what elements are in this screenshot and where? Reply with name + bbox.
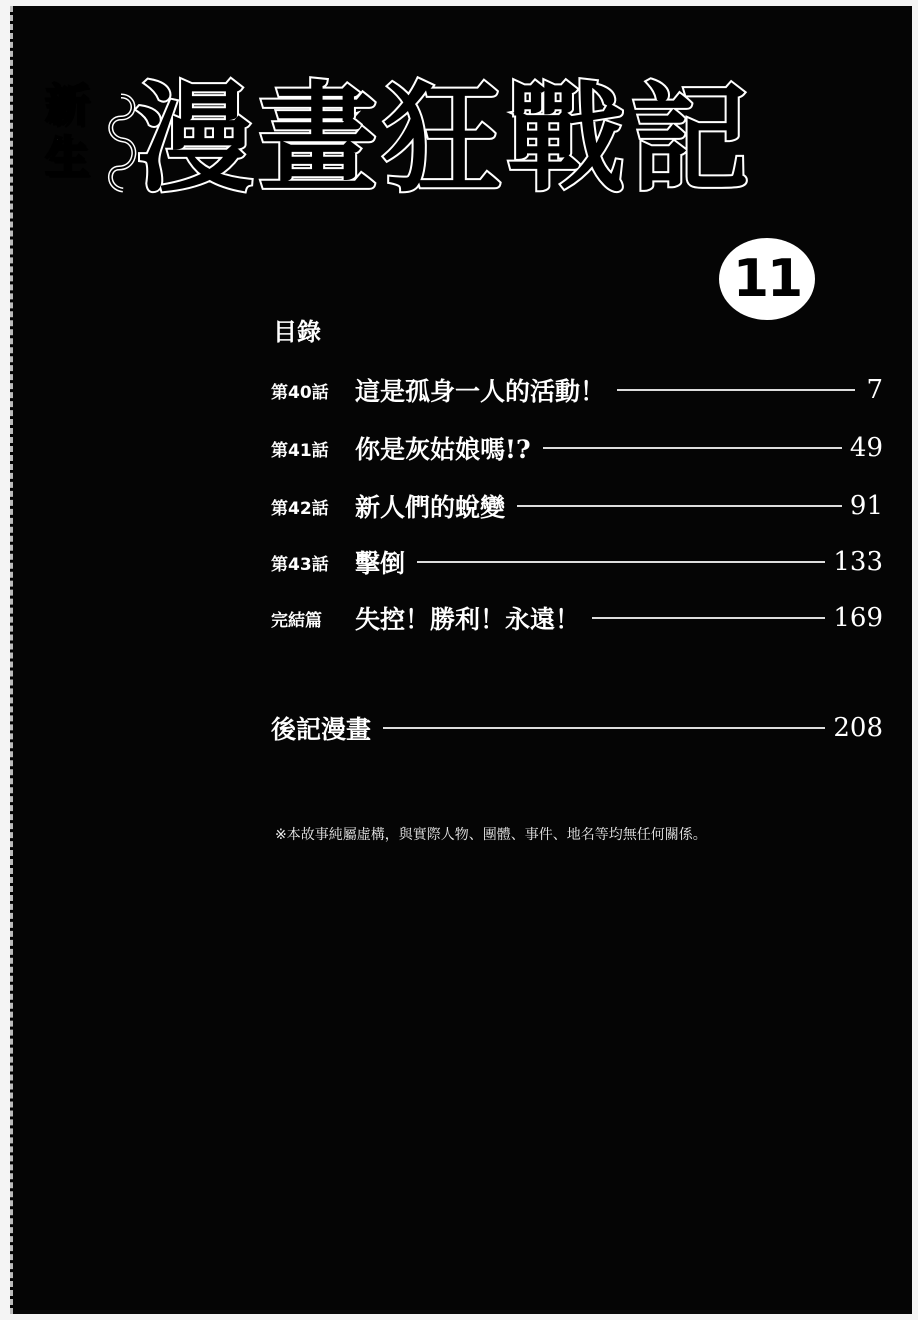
logo-prefix [45,80,105,184]
chapter-number: 完結篇 [271,610,322,631]
leader-line [383,727,825,729]
volume-badge: 11 [719,238,815,320]
page-number: 91 [849,491,883,521]
chapter-title: 擊倒 [355,549,406,578]
leader-line [592,617,825,619]
chapter-number: 第41話 [271,440,329,461]
disclaimer-note: ※本故事純屬虛構，與實際人物、團體、事件、地名等均無任何關係。 [275,827,707,843]
page-number: 208 [833,713,883,743]
leader-line [617,389,855,391]
afterword-title: 後記漫畫 [271,715,372,744]
logo-prefix-line2: 生 [45,132,89,183]
chapter-number: 第43話 [271,554,329,575]
series-logo [39,68,879,318]
chapter-title: 新人們的蛻變 [355,493,506,522]
toc-entry[interactable] [271,542,883,582]
page-number: 169 [833,603,883,633]
leader-line [417,561,825,563]
page [10,6,912,1314]
chapter-number: 第42話 [271,498,329,519]
toc-heading: 目錄 [273,318,321,346]
chapter-title: 失控！勝利！永遠！ [355,605,581,634]
toc-entry[interactable] [271,428,883,468]
toc-entry[interactable] [271,370,883,410]
page-number: 133 [833,547,883,577]
toc-entry[interactable] [271,598,883,638]
logo-prefix-line1: 新 [45,80,89,131]
leader-line [517,505,842,507]
chapter-title: 你是灰姑娘嗎!? [355,435,531,464]
logo-title: 漫畫狂戰記 [135,70,756,208]
page-number: 7 [866,375,883,405]
chapter-title: 這是孤身一人的活動！ [355,377,606,406]
toc-entry[interactable] [271,486,883,526]
toc-afterword-entry[interactable] [271,708,883,748]
page-number: 49 [849,433,883,463]
chapter-number: 第40話 [271,382,329,403]
leader-line [543,447,842,449]
